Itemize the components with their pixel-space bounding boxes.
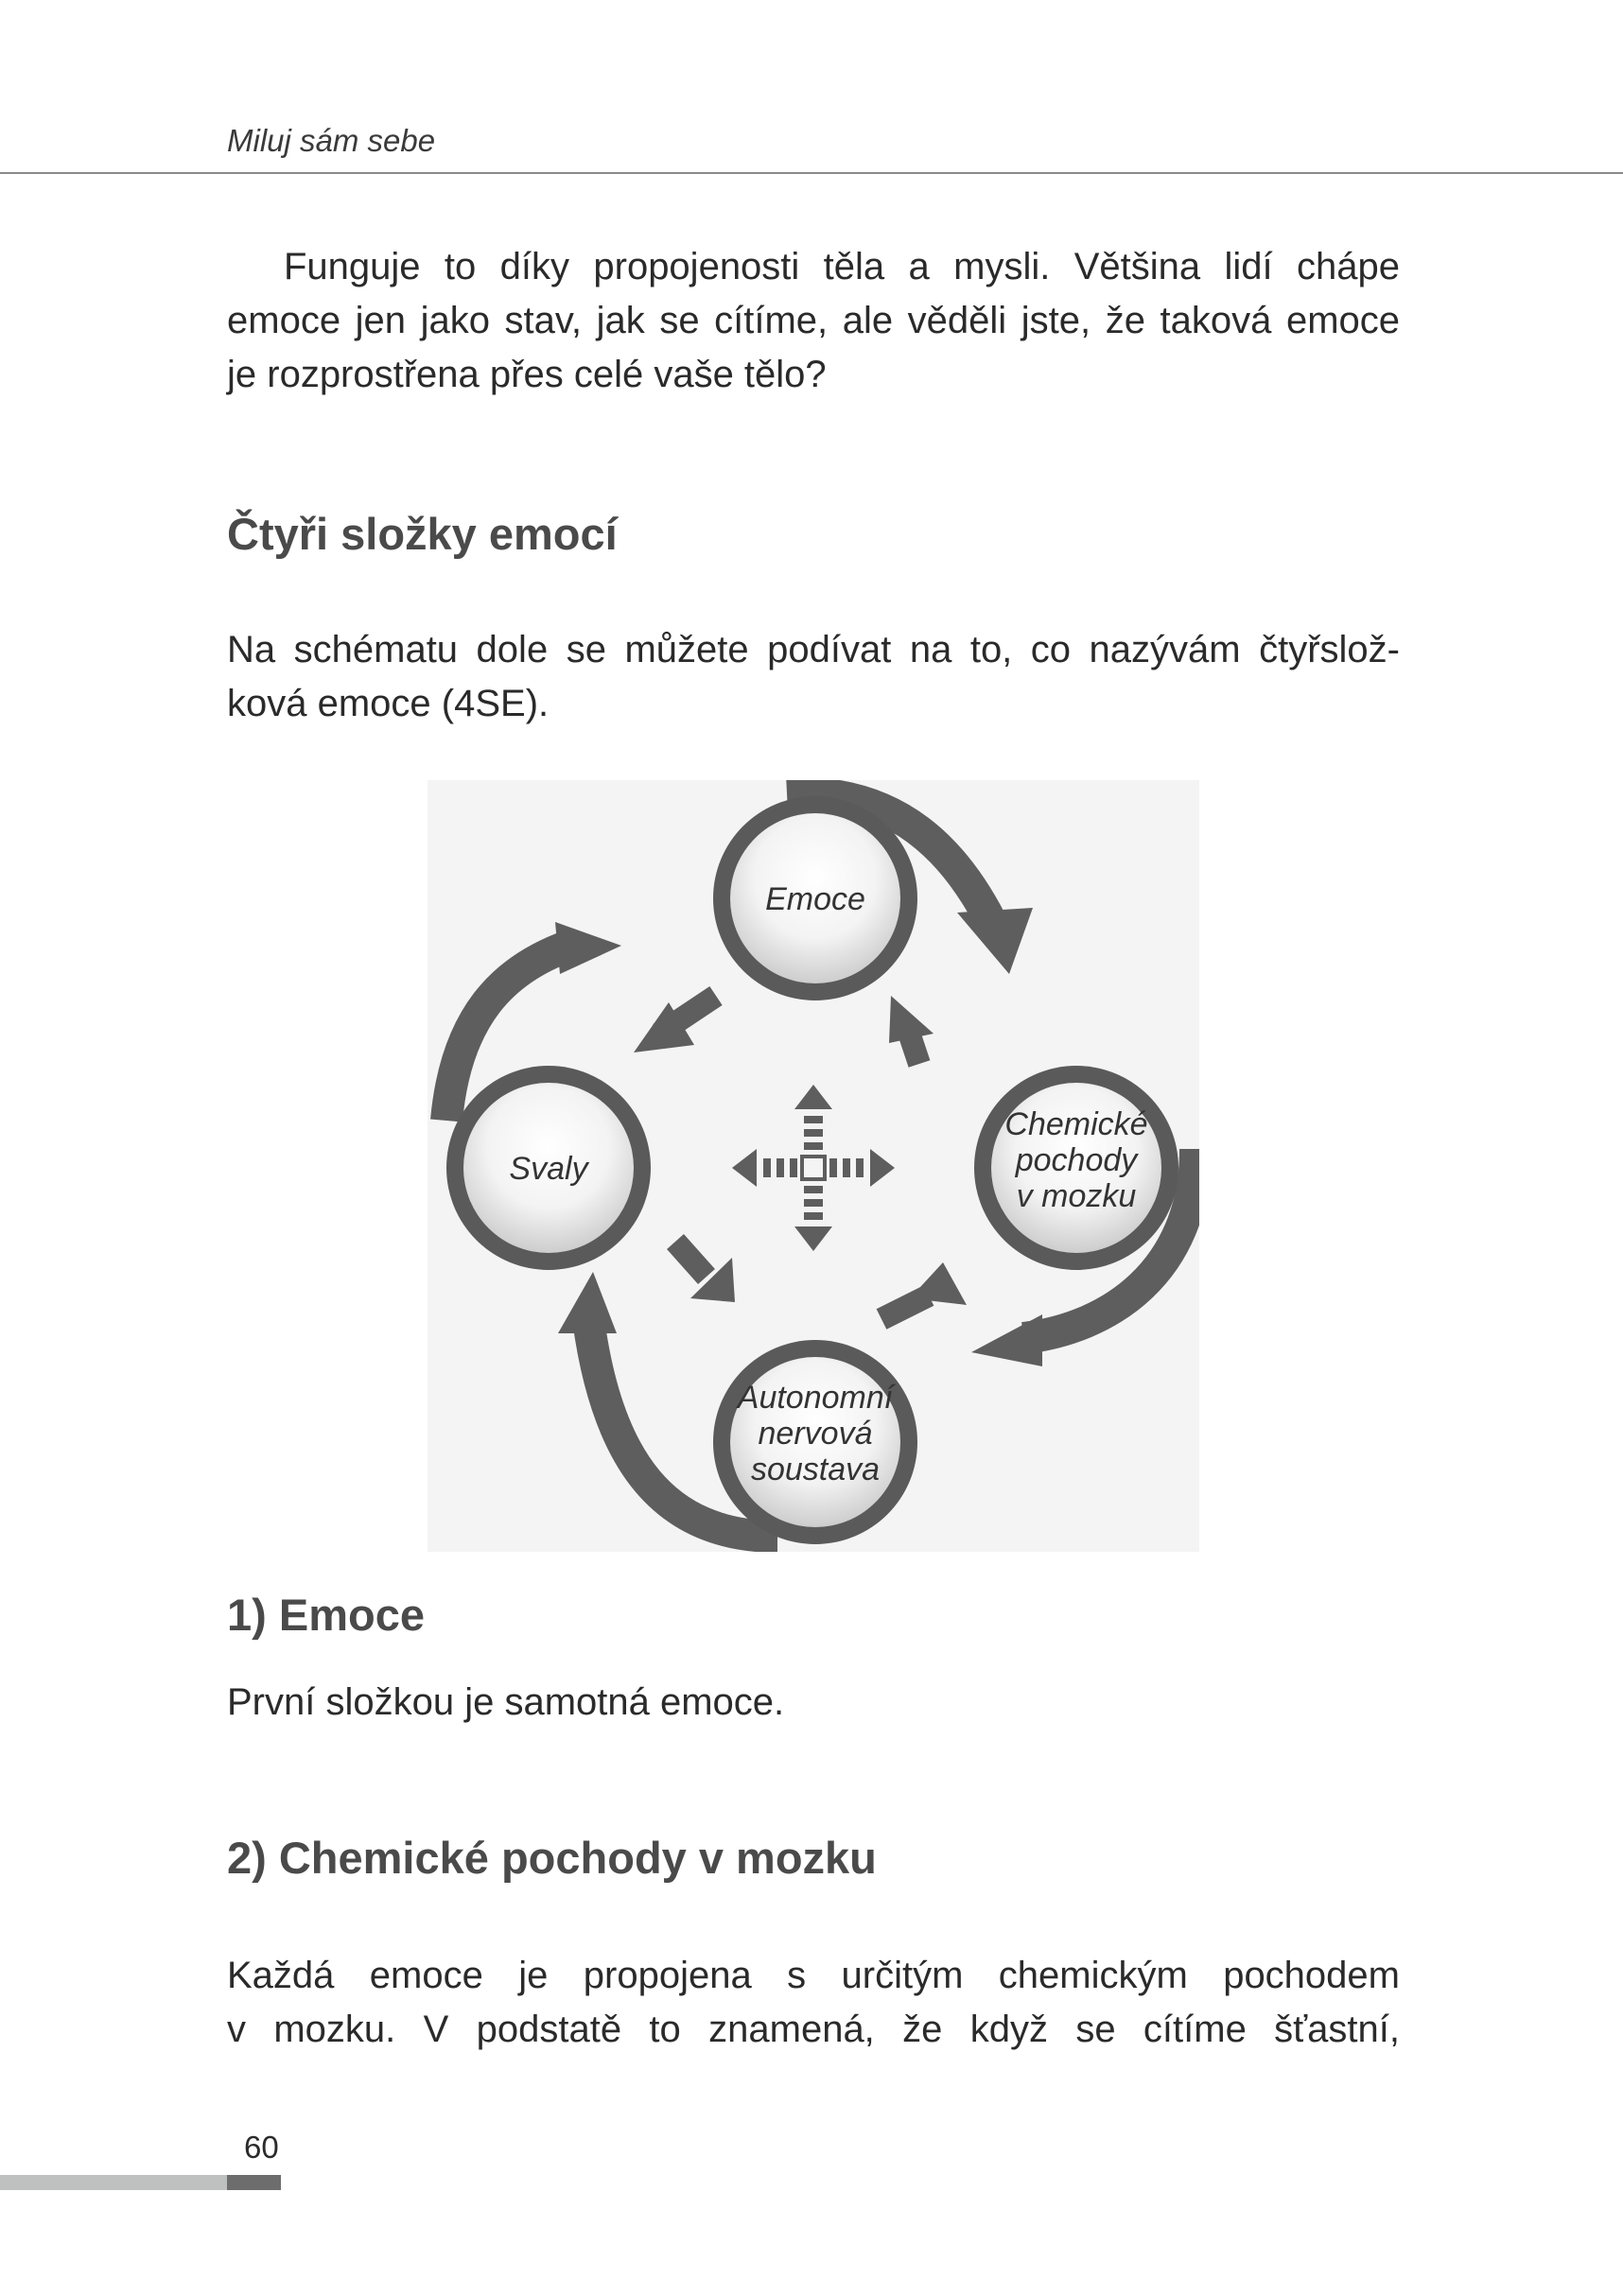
intro-paragraph: [227, 240, 1400, 402]
header-rule: [0, 172, 1623, 174]
footer-bar-dark: [227, 2175, 281, 2190]
item2-heading: 2) Chemické pochody v mozku: [227, 1833, 877, 1883]
item1-text: První složkou je samotná emoce.: [227, 1681, 785, 1723]
node-right-label-1: Chemické: [1004, 1106, 1148, 1142]
lead-line-1: Na schématu dole se můžete podívat na to, co nazývám čtyřslož-: [227, 629, 1400, 670]
diagram-svg: [428, 780, 1199, 1552]
footer-bar-light: [0, 2175, 227, 2190]
four-component-emotion-diagram: [428, 780, 1199, 1552]
node-top-label: Emoce: [765, 881, 865, 917]
intro-line-3: je rozprostřena přes celé vaše tělo?: [227, 354, 827, 395]
node-bottom-label-2: nervová: [758, 1416, 873, 1452]
item2-line-1: Každá emoce je propojena s určitým chemickým pochodem: [227, 1955, 1400, 1996]
node-right-label-2: pochody: [1015, 1142, 1138, 1178]
item2-paragraph: [227, 1949, 1400, 2057]
node-bottom-label-1: Autonomní: [737, 1380, 894, 1416]
node-left-label: Svaly: [509, 1151, 588, 1187]
item1-paragraph: [227, 1676, 1400, 1730]
node-bottom-label-3: soustava: [750, 1452, 881, 1487]
lead-line-2: ková emoce (4SE).: [227, 683, 550, 724]
running-header-title: Miluj sám sebe: [227, 123, 436, 158]
node-right-label-3: v mozku: [1016, 1178, 1137, 1214]
page-number: 60: [244, 2130, 279, 2165]
item1-heading: 1) Emoce: [227, 1590, 425, 1640]
item2-line-2: v mozku. V podstatě to znamená, že když se cítíme šťastní,: [227, 2009, 1400, 2050]
intro-line-1: Funguje to díky propojenosti těla a mysli. Většina lidí chápe: [284, 246, 1400, 287]
section-heading: Čtyři složky emocí: [227, 509, 618, 559]
intro-line-2: emoce jen jako stav, jak se cítíme, ale věděli jste, že taková emoce: [227, 300, 1400, 341]
lead-paragraph: [227, 623, 1400, 731]
